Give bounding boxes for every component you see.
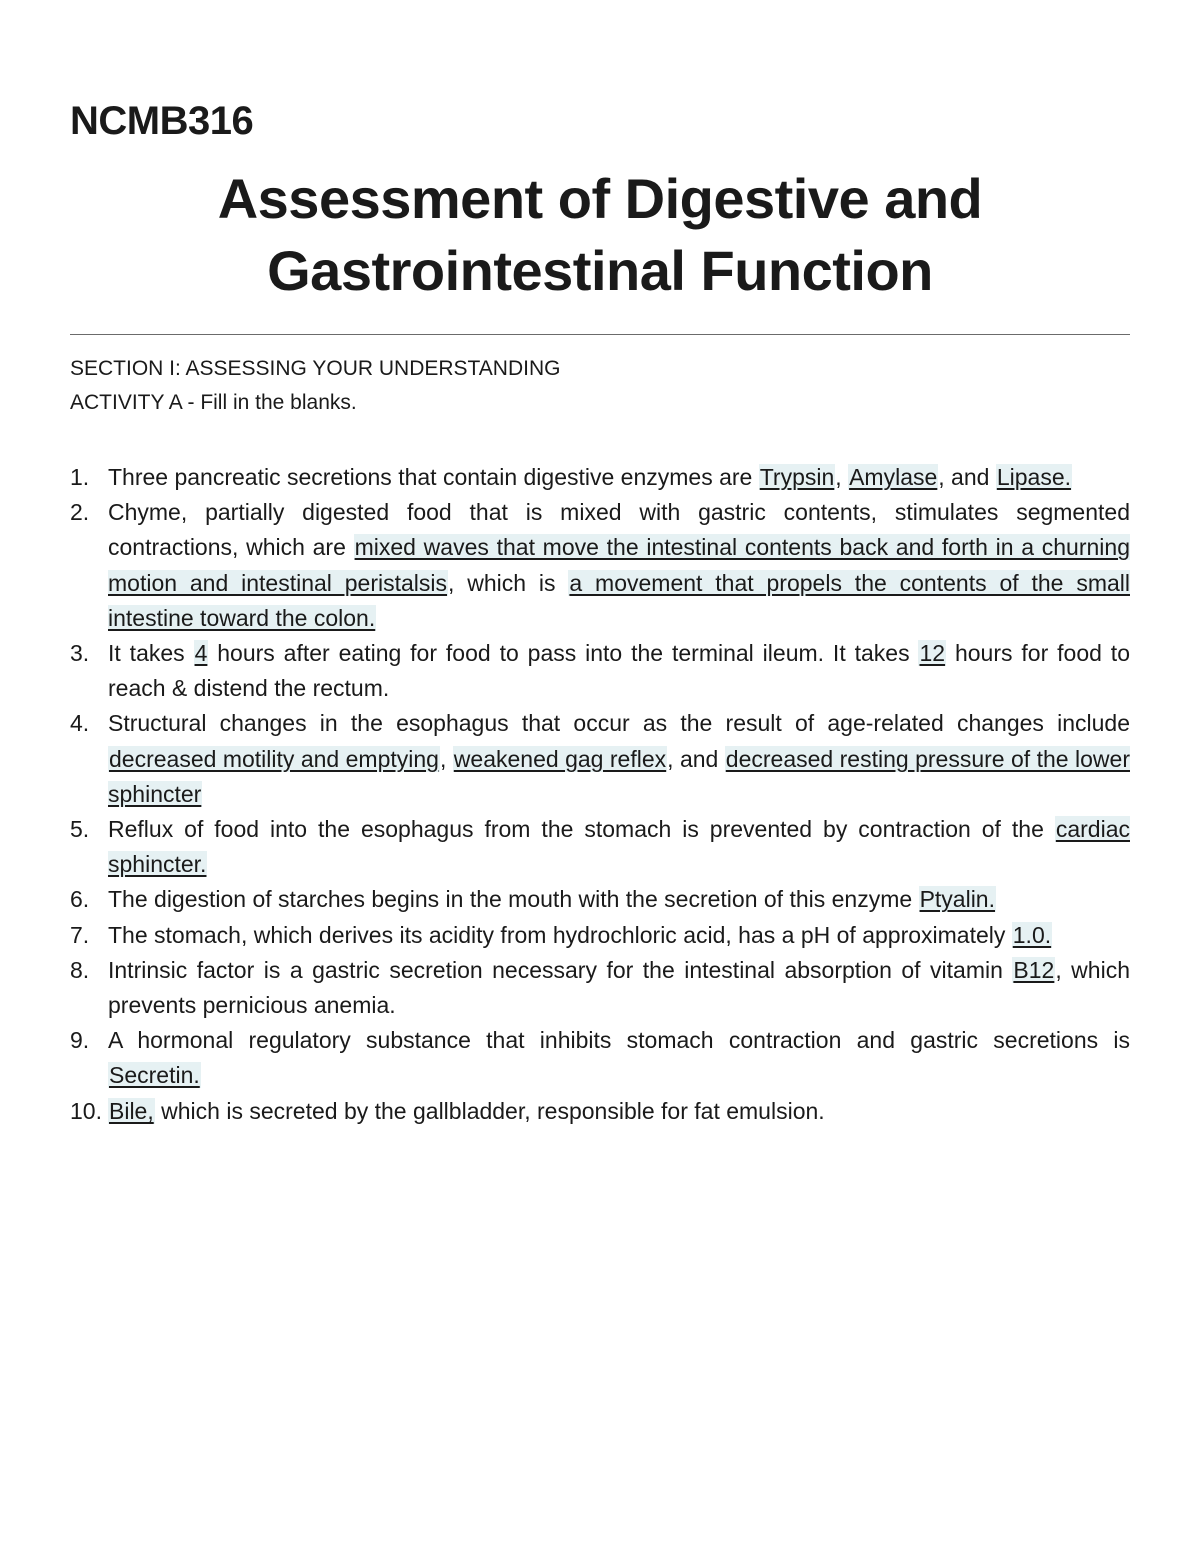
section-heading: SECTION I: ASSESSING YOUR UNDERSTANDING bbox=[70, 357, 561, 380]
item-text: It takes bbox=[108, 640, 194, 667]
item-text: Three pancreatic secretions that contain digestive enzymes are bbox=[108, 464, 759, 490]
list-item bbox=[70, 636, 1130, 706]
list-item bbox=[70, 495, 1130, 636]
item-text: hours after eating for food to pass into the terminal ileum. It takes bbox=[208, 640, 919, 667]
item-text: The digestion of starches begins in the mouth with the secretion of this enzyme bbox=[108, 886, 919, 913]
item-number: 7. bbox=[70, 921, 90, 948]
item-number: 9. bbox=[70, 1027, 90, 1054]
item-text: , bbox=[439, 745, 453, 772]
item-text: which is secreted by the gallbladder, responsible for fat emulsion. bbox=[154, 1097, 825, 1124]
item-text: , bbox=[835, 464, 849, 490]
item-text: A hormonal regulatory substance that inhibits stomach contraction and gastric secretions is bbox=[108, 1027, 1130, 1054]
course-code: NCMB316 bbox=[70, 99, 254, 143]
item-text: , which is bbox=[448, 569, 569, 596]
answer-blank: Secretin. bbox=[109, 1062, 200, 1089]
answer-blank: 12 bbox=[919, 640, 946, 667]
answer-blank: Lipase. bbox=[996, 464, 1071, 490]
activity-heading: ACTIVITY A - Fill in the blanks. bbox=[70, 391, 357, 414]
item-text: Intrinsic factor is a gastric secretion necessary for the intestinal absorption of vitamin bbox=[108, 956, 1013, 983]
item-number: 1. bbox=[70, 464, 90, 490]
answer-blank: decreased resting pressure of the lower sphincter bbox=[108, 745, 1130, 807]
item-text: The stomach, which derives its acidity from hydrochloric acid, has a pH of approximately bbox=[108, 921, 1012, 948]
answer-blank: Amylase bbox=[849, 464, 938, 490]
page-title: Assessment of Digestive and Gastrointestinal Function bbox=[217, 167, 983, 302]
list-item bbox=[70, 918, 1130, 953]
answer-blank: 4 bbox=[194, 640, 208, 667]
item-text: Reflux of food into the esophagus from the stomach is prevented by contraction of the bbox=[108, 816, 1055, 843]
answer-blank: B12 bbox=[1013, 956, 1055, 983]
answer-blank: decreased motility and emptying bbox=[109, 745, 439, 772]
list-item bbox=[70, 1094, 1130, 1129]
item-text: , which prevents pernicious anemia. bbox=[108, 956, 1130, 1019]
answer-blank: Bile, bbox=[109, 1097, 154, 1124]
item-text: hours for food to reach & distend the rectum. bbox=[108, 640, 1130, 702]
answer-blank: weakened gag reflex bbox=[453, 745, 667, 772]
item-number: 8. bbox=[70, 956, 90, 983]
list-item bbox=[70, 882, 1130, 917]
item-text: , and bbox=[667, 745, 725, 772]
list-item bbox=[70, 812, 1130, 882]
item-text: , and bbox=[938, 464, 996, 490]
horizontal-divider bbox=[70, 334, 1130, 335]
answer-blank: a movement that propels the contents of the small intestine toward the colon. bbox=[108, 569, 1130, 631]
item-text: Chyme, partially digested food that is mixed with gastric contents, stimulates segmented contractions, which are bbox=[108, 499, 1130, 561]
item-number: 2. bbox=[70, 499, 90, 526]
answer-blank: Trypsin bbox=[759, 464, 835, 490]
list-item bbox=[70, 706, 1130, 812]
item-number: 4. bbox=[70, 710, 90, 737]
fill-in-blanks-list bbox=[70, 460, 1130, 1129]
item-text: Structural changes in the esophagus that occur as the result of age-related changes include bbox=[108, 710, 1130, 737]
list-item bbox=[70, 1023, 1130, 1093]
item-number: 6. bbox=[70, 886, 90, 913]
list-item bbox=[70, 460, 1130, 495]
answer-blank: Ptyalin. bbox=[919, 886, 995, 913]
answer-blank: cardiac sphincter. bbox=[108, 816, 1130, 878]
item-number: 10. bbox=[70, 1097, 102, 1124]
list-item bbox=[70, 953, 1130, 1023]
answer-blank: mixed waves that move the intestinal contents back and forth in a churning motion and intestinal peristalsis bbox=[108, 534, 1130, 596]
item-number: 3. bbox=[70, 640, 90, 667]
item-number: 5. bbox=[70, 816, 90, 843]
answer-blank: 1.0. bbox=[1012, 921, 1052, 948]
